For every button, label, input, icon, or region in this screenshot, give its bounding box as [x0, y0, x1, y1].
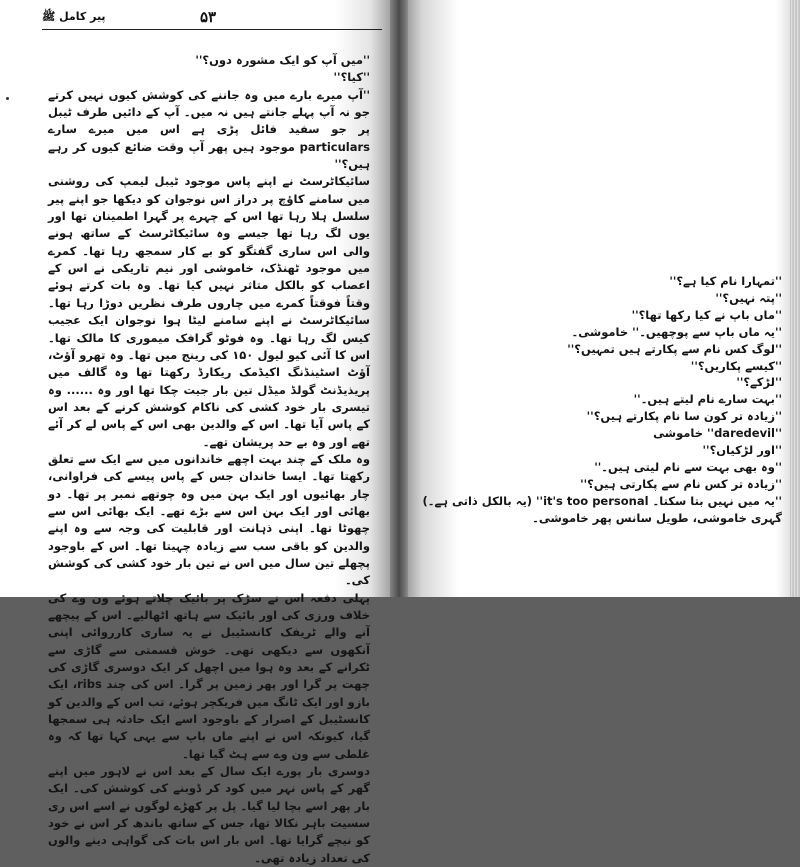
dialogue-line: ''daredevil'' خاموشی: [653, 426, 782, 441]
paragraph: ''کیا؟'': [333, 70, 370, 85]
dialogue-line: گہری خاموشی، طویل سانس پھر خاموشی۔: [532, 510, 782, 525]
paragraph: دوسری بار پورے ایک سال کے بعد اس نے لاہور میں اپنے گھر کے پاس نہر میں کود کر ڈوبنے کی کوشش کی۔ ایک بار پھر اسے بچا لیا گیا۔ پل پر کھڑے لوگوں نے اسے اس ری سسیت باہر نکالا تھا، جس کے ساتھ باندھ کر اس نے خود کو نیچے گرایا تھا۔ اس بار اس بات کی گواہی دینے والوں کی تعداد زیادہ تھی۔: [48, 764, 370, 865]
dialogue-line: ''ماں باپ نے کیا رکھا تھا؟'': [631, 307, 782, 322]
dialogue-line: ''لوگ کس نام سے پکارتے ہیں تمہیں؟'': [567, 341, 782, 356]
page-edges: [790, 0, 800, 597]
book-title: پیر کامل ﷺ: [42, 10, 106, 23]
dialogue-line: ''پتہ نہیں؟'': [715, 290, 782, 305]
dialogue-line: ''یہ ماں باپ سے پوچھیں۔'' خاموشی۔: [571, 324, 782, 339]
dialogue-line: ''وہ بھی بہت سے نام لیتی ہیں۔'': [594, 459, 782, 474]
dialogue-line: ''یہ میں نہیں بتا سکتا۔ it's too personal'' (یہ بالکل ذاتی ہے۔): [422, 493, 782, 508]
left-page: [0, 0, 398, 865]
dialogue-line: ''بہت سارے نام لیتے ہیں۔'': [633, 392, 782, 407]
dialogue-line: ''زیادہ تر کس نام سے پکارتی ہیں؟'': [580, 476, 782, 491]
paragraph: ''میں آپ کو ایک مشورہ دوں؟'': [195, 53, 370, 67]
paragraph: سائیکاٹرسٹ نے اپنے پاس موجود ٹیبل لیمپ کی روشنی میں سامنے کاؤچ پر دراز اس نوجوان کو دیکھا جو اپنے پیر سلسل ہلا رہا تھا اس کے چہرے پر گہرا اطمینان تھا اور یوں لگ رہا تھا جیسے وہ سائیکاٹرسٹ کے ساتھ ہونے والی اس ساری گفتگو کو بے کار سمجھ رہا تھا۔ کمرے میں موجود ٹھنڈک، خاموشی اور نیم تاریکی نے اس کے اعصاب کو بالکل متاثر نہیں کیا تھا۔ وہ بات کرتے ہوئے وقتاً فوقتاً کمرے میں چاروں طرف نظریں دوڑا رہا تھا۔ سائیکاٹرسٹ نے اپنے سامنے لیٹا ہوا نوجوان ایک عجیب کیس لگ رہا تھا۔ وہ فوٹو گرافک میموری کا مالک تھا۔ اس کا آئی کیو لیول ۱۵۰ کی رینج میں تھا۔ وہ تھرو آؤٹ، آؤٹ اسٹینڈنگ اکیڈمک ریکارڈ رکھتا تھا وہ گالف میں پریذیڈنٹ گولڈ میڈل تین بار جیت چکا تھا اور وہ ...... وہ تیسری بار خود کشی کی ناکام کوشش کرنے کے بعد اس کے پاس آیا تھا۔ اس کے والدین بھی اس کے پاس لے کر آئے تھے اور وہ بے حد پریشان تھے۔: [48, 174, 370, 449]
paragraph: پہلی دفعہ اس نے سڑک پر بائیک چلاتے ہوئے ون وے کی خلاف ورزی کی اور بائیک سے ہاتھ اٹھالیے۔ اس کے پیچھے آنے والے ٹریفک کانسٹیبل نے یہ ساری کارروائی اپنی آنکھوں سے دیکھی تھی۔ خوش قسمتی سے گاڑی سے ٹکرانے کے بعد وہ ہوا میں اچھل کر ایک دوسری گاڑی کی چھت پر گرا اور پھر زمین پر گرا۔ اس کی چند ribs، ایک بازو اور ایک ٹانگ میں فریکچر ہوئے، تب اس کے والدین کو کانسٹیبل کے اصرار کے باوجود اسے ایک حادثہ ہی سمجھا گیا، کیونکہ اس نے اپنے ماں باپ سے یہی کہا تھا کہ وہ غلطی سے ون وے سے ہٹ گیا تھا۔: [48, 590, 370, 761]
dialogue-line: ''زیادہ تر کون سا نام پکارتے ہیں؟'': [586, 409, 782, 424]
scan-speck: [6, 97, 9, 100]
dialogue-line: ''تمہارا نام کیا ہے؟'': [669, 274, 782, 288]
running-header: [42, 4, 382, 34]
right-page-dialogue: [422, 273, 782, 527]
binding-shadow: [390, 0, 408, 597]
paragraph: وہ ملک کے چند بہت اچھے خاندانوں میں سے ایک سے تعلق رکھتا تھا۔ ایسا خاندان جس کے پاس پیسے کی فراوانی، چار بھائیوں اور ایک بہن میں وہ چوتھے نمبر پر تھا۔ دو بھائی اور ایک بہن اس سے بڑے تھے۔ ایک بھائی اس سے چھوٹا تھا۔ اپنی ذہانت اور قابلیت کی وجہ سے وہ اپنے والدین کو باقی سب سے زیادہ چہیتا تھا۔ اس کے باوجود پچھلے تین سال میں اس نے تین بار خود کشی کی کوشش کی۔: [48, 451, 370, 588]
page-number: ۵۳: [200, 8, 217, 26]
right-page: [398, 0, 800, 597]
dialogue-line: ''اور لڑکیاں؟'': [702, 443, 782, 458]
dialogue-line: ''لڑکے؟'': [736, 375, 782, 390]
dialogue-line: ''کیسے پکاریں؟'': [690, 358, 782, 373]
header-rule: [42, 29, 382, 30]
left-page-body: [48, 52, 370, 867]
paragraph: ''آپ میرے بارے میں وہ جاننے کی کوشش کیوں نہیں کرتے جو نہ آپ پہلے جانتے ہیں نہ میں۔ آپ کے دائیں طرف ٹیبل پر جو سفید فائل پڑی ہے اس میں میرے سارے particulars موجود ہیں پھر آپ وقت ضائع کیوں کر رہے ہیں؟'': [48, 87, 370, 172]
